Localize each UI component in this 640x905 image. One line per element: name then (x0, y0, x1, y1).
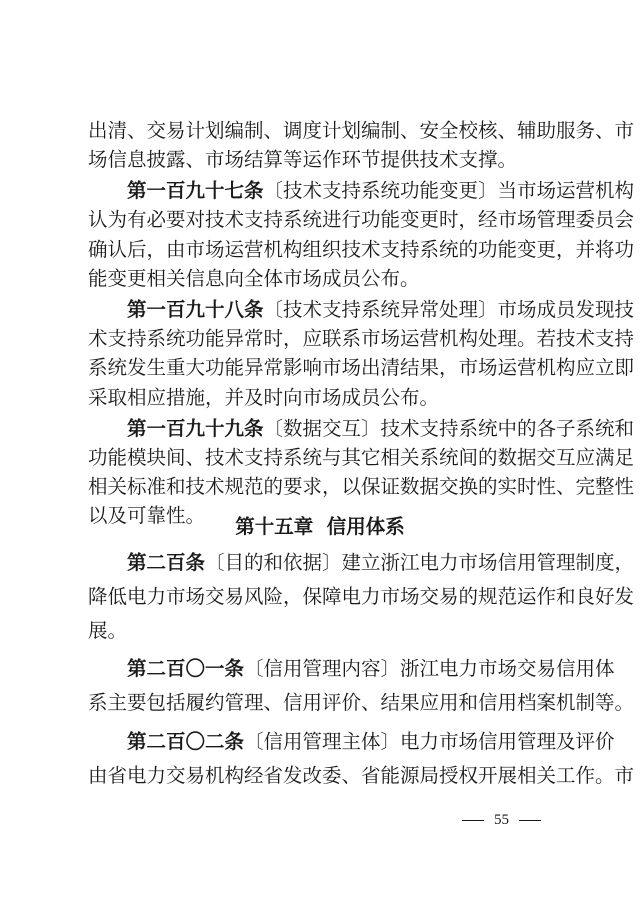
body-text-line: 系主要包括履约管理、信用评价、结果应用和信用档案机制等。 (88, 691, 635, 714)
footer-dash-left (462, 820, 484, 821)
article-text: 〔技术支持系统异常处理〕市场成员发现技 (263, 298, 635, 321)
body-text-line: 功能模块间、技术支持系统与其它相关系统间的数据交互应满足 (88, 446, 635, 469)
article-text: 〔目的和依据〕建立浙江电力市场信用管理制度， (205, 551, 635, 574)
body-text-line: 能变更相关信息向全体市场成员公布。 (88, 267, 420, 290)
article-text: 〔数据交互〕技术支持系统中的各子系统和 (263, 417, 635, 440)
body-text-line: 以及可靠性。 (88, 504, 206, 527)
page-number: 55 (494, 812, 509, 828)
article-number: 第二百〇一条 (127, 657, 245, 680)
body-text-line: 展。 (88, 619, 128, 642)
page-number-footer (462, 807, 572, 831)
article-201-first-line (127, 654, 615, 684)
article-199-first-line (127, 414, 635, 444)
article-number: 第二百〇二条 (127, 730, 245, 753)
body-text-line: 术支持系统功能异常时，应联系市场运营机构处理。若技术支持 (88, 327, 635, 350)
article-text: 〔技术支持系统功能变更〕当市场运营机构 (263, 179, 635, 202)
body-text-line: 认为有必要对技术支持系统进行功能变更时，经市场管理委员会 (88, 208, 635, 231)
body-text-line: 确认后，由市场运营机构组织技术支持系统的功能变更，并将功 (88, 238, 635, 261)
body-text-line: 采取相应措施，并及时向市场成员公布。 (88, 386, 440, 409)
body-text-line: 出清、交易计划编制、调度计划编制、安全校核、辅助服务、市 (88, 119, 635, 142)
article-197-first-line (127, 176, 635, 206)
article-number: 第一百九十八条 (127, 298, 264, 321)
article-number: 第一百九十七条 (127, 179, 264, 202)
article-198-first-line (127, 295, 635, 325)
article-number: 第二百条 (127, 551, 206, 574)
footer-dash-right (519, 820, 541, 821)
body-text-line: 由省电力交易机构经省发改委、省能源局授权开展相关工作。市 (88, 764, 635, 787)
article-202-first-line (127, 727, 615, 757)
body-text-line: 场信息披露、市场结算等运作环节提供技术支撑。 (88, 148, 518, 171)
article-number: 第一百九十九条 (127, 417, 264, 440)
chapter-heading: 第十五章 信用体系 (235, 515, 405, 538)
body-text-line: 相关标准和技术规范的要求，以保证数据交换的实时性、完整性 (88, 475, 635, 498)
body-text-line: 降低电力市场交易风险，保障电力市场交易的规范运作和良好发 (88, 585, 635, 608)
article-text: 〔信用管理主体〕电力市场信用管理及评价 (244, 730, 615, 753)
body-text-line: 系统发生重大功能异常影响市场出清结果，市场运营机构应立即 (88, 356, 635, 379)
article-200-first-line (127, 548, 635, 578)
article-text: 〔信用管理内容〕浙江电力市场交易信用体 (244, 657, 615, 680)
